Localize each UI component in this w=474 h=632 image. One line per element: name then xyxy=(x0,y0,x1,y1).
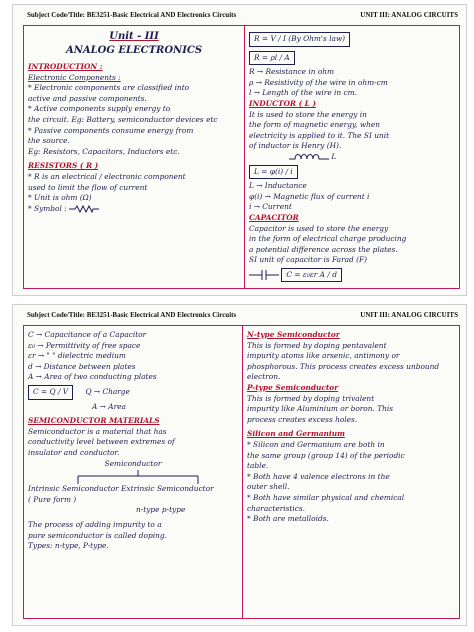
note-line: This is formed by doping trivalent xyxy=(247,393,375,403)
note-line: * R is an electrical / electronic component xyxy=(28,171,186,181)
resistivity-formula: R = ρl / A xyxy=(249,51,295,66)
note-line: the source. xyxy=(28,136,70,146)
note-line: φ(i) → Magnetic flux of current i xyxy=(249,191,370,201)
ruled-sheet xyxy=(23,25,460,289)
note-line: active and passive components. xyxy=(28,93,147,103)
note-line: ρ → Resistivity of the wire in ohm-cm xyxy=(249,77,388,87)
note-line: Capacitor is used to store the energy xyxy=(249,223,389,233)
note-line: It is used to store the energy in xyxy=(249,109,367,119)
note-line: * Electronic components are classified into xyxy=(28,83,190,93)
note-line: outer shell. xyxy=(247,482,290,492)
classification-tree-lines-icon xyxy=(38,470,238,484)
note-line: This is formed by doping pentavalent xyxy=(247,340,387,350)
note-line: process creates excess holes. xyxy=(247,414,358,424)
note-line: used to limit the flow of current xyxy=(28,182,148,192)
unit-heading: Unit - III xyxy=(109,31,159,42)
capacitance-formula: C = ε₀εr A / d xyxy=(281,268,342,283)
subject-title: Subject Code/Title: BE3251-Basic Electrical AND Electronics Circuits xyxy=(27,11,237,19)
tree-level-2: n-type p-type xyxy=(136,505,186,515)
notes-page-1 xyxy=(12,4,467,296)
note-line: the form of magnetic energy, when xyxy=(249,120,381,130)
right-column xyxy=(245,26,459,288)
note-line: Eg: Resistors, Capacitors, Inductors etc. xyxy=(28,146,180,156)
note-line: i → Current xyxy=(249,202,292,212)
subject-title: Subject Code/Title: BE3251-Basic Electrical AND Electronics Circuits xyxy=(27,311,237,319)
inductor-coil-icon xyxy=(289,153,329,161)
note-line: * Unit is ohm (Ω) xyxy=(28,193,92,203)
note-line: pure semiconductor is called doping. xyxy=(28,530,167,540)
note-line: εr → " " dielectric medium xyxy=(28,351,126,361)
left-column xyxy=(24,326,242,618)
right-column xyxy=(243,326,459,618)
note-line: Types: n-type, P-type. xyxy=(28,541,109,551)
note-line: * Active components supply energy to xyxy=(28,104,171,114)
note-line: * Symbol : xyxy=(28,203,67,213)
charge-formula: C = Q / V xyxy=(28,385,73,400)
note-line: electricity is applied to it. The SI unit xyxy=(249,130,390,140)
resistor-symbol-icon xyxy=(69,205,99,213)
note-line: The process of adding impurity to a xyxy=(28,519,162,529)
section-heading: N-type Semiconductor xyxy=(247,330,340,339)
note-line: the circuit. Eg: Battery, semiconductor devices etc xyxy=(28,114,218,124)
note-line: the same group (group 14) of the periodic xyxy=(247,450,405,460)
capacitor-symbol-icon xyxy=(249,270,279,280)
note-line: table. xyxy=(247,461,269,471)
note-line: of inductor is Henry (H). xyxy=(249,141,342,151)
note-line: Semiconductor is a material that has xyxy=(28,426,167,436)
note-line: * Both have similar physical and chemical xyxy=(247,492,405,502)
note-line: in the form of electrical charge producing xyxy=(249,234,407,244)
note-line: ε₀ → Permittivity of free space xyxy=(28,340,141,350)
note-line: insulator and conductor. xyxy=(28,447,120,457)
note-line: * Passive components consume energy from xyxy=(28,125,194,135)
note-line: a potential difference across the plates. xyxy=(249,244,398,254)
note-line: conductivity level between extremes of xyxy=(28,437,175,447)
ruled-sheet xyxy=(23,325,460,619)
note-line: phosphorous. This process creates excess unbound xyxy=(247,361,440,371)
section-heading: CAPACITOR xyxy=(249,212,299,222)
note-line: A → Area xyxy=(92,401,126,411)
ohms-law-formula: R = V / I (By Ohm's law) xyxy=(249,32,350,47)
section-heading: INTRODUCTION : xyxy=(28,62,103,71)
inductance-formula: L = φ(i) / i xyxy=(249,165,298,180)
inductor-label: L xyxy=(331,151,337,161)
page-header xyxy=(27,11,458,23)
note-line: characteristics. xyxy=(247,503,306,513)
note-line: impurity like Aluminium or boron. This xyxy=(247,404,394,414)
note-line: electron. xyxy=(247,372,281,382)
note-line: impurity atoms like arsenic, antimony or xyxy=(247,351,400,361)
note-line: * Both have 4 valence electrons in the xyxy=(247,471,390,481)
tree-root: Semiconductor xyxy=(104,458,162,468)
section-heading: INDUCTOR ( L ) xyxy=(249,98,316,108)
section-heading: SEMICONDUCTOR MATERIALS xyxy=(28,416,160,426)
note-line: L → Inductance xyxy=(249,181,307,191)
notes-page-2 xyxy=(12,304,467,626)
note-line: SI unit of capacitor is Farad (F) xyxy=(249,255,368,265)
note-line: * Silicon and Germanium are both in xyxy=(247,439,385,449)
left-column xyxy=(24,26,244,288)
unit-title: UNIT III: ANALOG CIRCUITS xyxy=(360,11,458,19)
note-line: C → Capacitance of a Capacitor xyxy=(28,330,147,339)
note-line: R → Resistance in ohm xyxy=(249,67,335,77)
note-line: ( Pure form ) xyxy=(28,494,77,504)
chapter-heading: ANALOG ELECTRONICS xyxy=(65,45,203,56)
note-line: * Both are metalloids. xyxy=(247,514,329,524)
note-line: d → Distance between plates xyxy=(28,361,136,371)
page-header xyxy=(27,311,458,323)
section-heading: Silicon and Germanium xyxy=(247,429,345,439)
note-line: Q → Charge xyxy=(85,386,130,396)
unit-title: UNIT III: ANALOG CIRCUITS xyxy=(360,311,458,319)
subsection-heading: Electronic Components : xyxy=(28,72,121,82)
section-heading: RESISTORS ( R ) xyxy=(28,161,99,171)
note-line: A → Area of two conducting plates xyxy=(28,372,157,382)
section-heading: P-type Semiconductor xyxy=(247,382,339,392)
note-line: l → Length of the wire in cm. xyxy=(249,88,358,98)
tree-level-1: Intrinsic Semiconductor Extrinsic Semiconductor xyxy=(28,484,214,494)
